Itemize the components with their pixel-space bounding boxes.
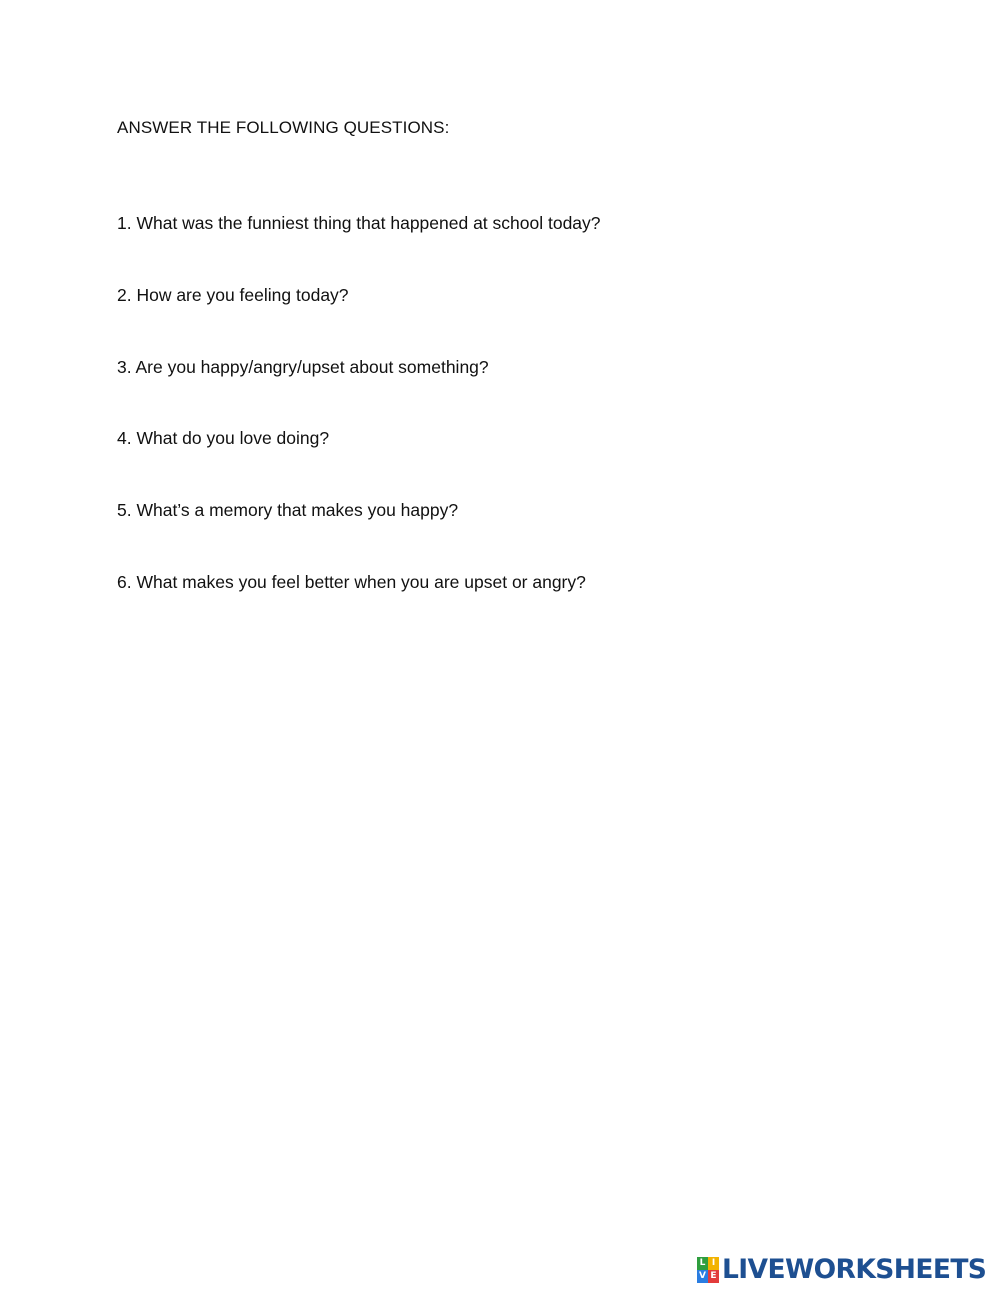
logo-blocks-icon (697, 1257, 719, 1283)
question-item: 2. How are you feeling today? (117, 285, 349, 305)
question-item: 3. Are you happy/angry/upset about something? (117, 357, 489, 377)
liveworksheets-logo (697, 1254, 986, 1286)
question-item: 1. What was the funniest thing that happened at school today? (117, 213, 601, 233)
logo-block: L (697, 1257, 708, 1270)
logo-block: I (708, 1257, 719, 1270)
question-item: 5. What’s a memory that makes you happy? (117, 500, 459, 520)
question-item: 6. What makes you feel better when you are upset or angry? (117, 572, 586, 592)
question-item: 4. What do you love doing? (117, 428, 330, 448)
worksheet-heading: ANSWER THE FOLLOWING QUESTIONS: (117, 118, 450, 137)
logo-text: LIVEWORKSHEETS (722, 1253, 987, 1285)
logo-block: E (708, 1270, 719, 1283)
logo-block: V (697, 1270, 708, 1283)
